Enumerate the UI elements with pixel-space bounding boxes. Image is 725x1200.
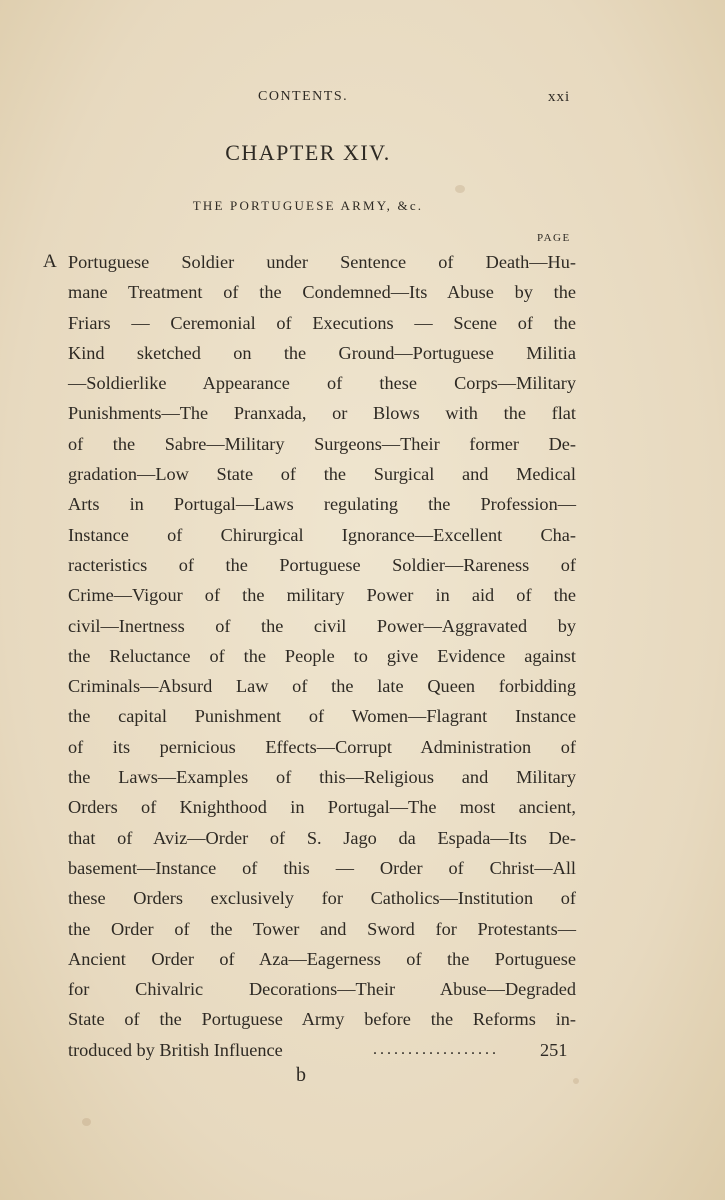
page-number: xxi bbox=[548, 89, 571, 105]
entry-line-text: mane Treatment of the Condemned—Its Abuse by the bbox=[68, 282, 576, 303]
entry-line bbox=[43, 701, 623, 731]
page-column-label: PAGE bbox=[537, 232, 571, 244]
entry-line bbox=[43, 247, 623, 277]
entry-line-text: of its pernicious Effects—Corrupt Administration of bbox=[68, 736, 576, 757]
entry-line bbox=[43, 489, 623, 519]
entry-line bbox=[43, 792, 623, 822]
entry-line-text: basement—Instance of this — Order of Christ—All bbox=[68, 857, 576, 878]
dropcap: A bbox=[43, 251, 57, 272]
entry-line bbox=[43, 762, 623, 792]
entry-line bbox=[43, 671, 623, 701]
entry-line-text: the Order of the Tower and Sword for Protestants— bbox=[68, 918, 576, 939]
running-head-title: CONTENTS. bbox=[258, 89, 349, 104]
entry-line bbox=[43, 308, 623, 338]
entry-line-text: the Laws—Examples of this—Religious and Military bbox=[68, 767, 576, 788]
foxing-spot bbox=[455, 185, 465, 193]
entry-line bbox=[43, 853, 623, 883]
entry-page-number: 251 bbox=[540, 1039, 568, 1060]
entry-line bbox=[43, 398, 623, 428]
entry-line-text: that of Aviz—Order of S. Jago da Espada—Its De- bbox=[68, 827, 576, 848]
entry-line bbox=[43, 1004, 623, 1034]
dot-leaders: .................. bbox=[373, 1040, 499, 1058]
entry-line-text: gradation—Low State of the Surgical and Medical bbox=[68, 464, 576, 485]
entry-line-text: the capital Punishment of Women—Flagrant Instance bbox=[68, 706, 576, 727]
entry-line bbox=[43, 823, 623, 853]
entry-line-text: these Orders exclusively for Catholics—Institution of bbox=[68, 888, 576, 909]
entry-line bbox=[43, 520, 623, 550]
entry-line bbox=[43, 641, 623, 671]
entry-line-text: racteristics of the Portuguese Soldier—Rareness of bbox=[68, 554, 576, 575]
entry-last-line bbox=[43, 1035, 623, 1065]
entry-line bbox=[43, 944, 623, 974]
foxing-spot bbox=[82, 1118, 91, 1126]
entry-line-text: Crime—Vigour of the military Power in aid of the bbox=[68, 585, 576, 606]
entry-line bbox=[43, 580, 623, 610]
entry-line-text: the Reluctance of the People to give Evidence against bbox=[68, 645, 576, 666]
entry-line-text: Punishments—The Pranxada, or Blows with the flat bbox=[68, 403, 576, 424]
entry-line-text: troduced by British Influence bbox=[68, 1039, 283, 1060]
entry-line bbox=[43, 459, 623, 489]
chapter-title: CHAPTER XIV. bbox=[225, 140, 391, 165]
entry-line bbox=[43, 914, 623, 944]
entry-line-text: —Soldierlike Appearance of these Corps—Military bbox=[68, 373, 576, 394]
signature-mark: b bbox=[296, 1064, 306, 1086]
chapter-subtitle: THE PORTUGUESE ARMY, &c. bbox=[192, 198, 424, 213]
entry-line-text: State of the Portuguese Army before the Reforms in- bbox=[68, 1009, 576, 1030]
entry-line-text: Criminals—Absurd Law of the late Queen forbidding bbox=[68, 676, 576, 697]
contents-entry bbox=[43, 247, 623, 1065]
entry-line-text: Ancient Order of Aza—Eagerness of the Portuguese bbox=[68, 948, 576, 969]
entry-line-text: Portuguese Soldier under Sentence of Death—Hu- bbox=[68, 252, 576, 272]
entry-line bbox=[43, 429, 623, 459]
running-head bbox=[0, 89, 725, 111]
entry-line bbox=[43, 974, 623, 1004]
entry-line-text: for Chivalric Decorations—Their Abuse—Degraded bbox=[68, 979, 576, 1000]
entry-line-text: Orders of Knighthood in Portugal—The most ancient, bbox=[68, 797, 576, 818]
entry-line bbox=[43, 732, 623, 762]
entry-line-text: Arts in Portugal—Laws regulating the Profession— bbox=[68, 494, 576, 515]
entry-line-text: Instance of Chirurgical Ignorance—Excellent Cha- bbox=[68, 524, 576, 545]
entry-line-text: Kind sketched on the Ground—Portuguese Militia bbox=[68, 342, 576, 363]
entry-line bbox=[43, 550, 623, 580]
entry-line-text: of the Sabre—Military Surgeons—Their former De- bbox=[68, 433, 576, 454]
entry-line-text: Friars — Ceremonial of Executions — Scene of the bbox=[68, 312, 576, 333]
entry-line bbox=[43, 277, 623, 307]
entry-line bbox=[43, 883, 623, 913]
entry-line bbox=[43, 338, 623, 368]
foxing-spot bbox=[573, 1078, 579, 1084]
entry-line-text: civil—Inertness of the civil Power—Aggravated by bbox=[68, 615, 576, 636]
entry-line bbox=[43, 368, 623, 398]
entry-line bbox=[43, 611, 623, 641]
